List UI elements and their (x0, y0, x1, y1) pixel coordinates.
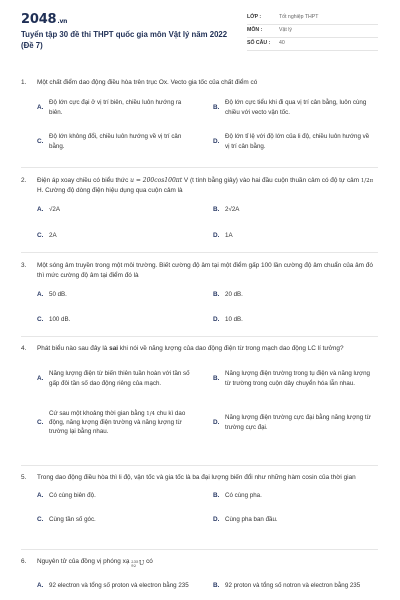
question-number: 5. (21, 474, 27, 481)
option-c[interactable]: C. Độ lớn không đổi, chiều luôn hướng về vị trí cân bằng. (37, 133, 182, 150)
option-b[interactable]: B. Độ lớn cực tiểu khi đi qua vị trí cân bằng, luôn cùng chiều với vecto vận tốc. (213, 99, 367, 116)
question-5 (21, 473, 378, 536)
option-d[interactable]: D. 10 dB. (213, 315, 243, 323)
option-a[interactable]: A. Có cùng biên độ. (37, 491, 96, 499)
emphasis-word: sai (109, 345, 119, 352)
question-stem: Điện áp xoay chiều có biểu thức u = 200cos100πt V (t tính bằng giây) vào hai đầu cuộn thuần cảm có độ tự cảm 1/2π H. Cường độ dòng điện hiệu dụng qua cuộn cảm là (37, 177, 374, 194)
divider (21, 549, 378, 550)
exam-title: Tuyển tập 30 đề thi THPT quốc gia môn Vật lý năm 2022 (Đề 7) (21, 30, 228, 50)
option-a[interactable]: A. 92 electron và tổng số proton và electron bằng 235 (37, 581, 189, 589)
exam-header (21, 0, 378, 56)
divider (21, 252, 378, 253)
site-logo[interactable]: 2048.vn (21, 12, 68, 27)
option-b[interactable]: B. 92 proton và tổng số notron và electron bằng 235 (213, 581, 361, 589)
question-3 (21, 261, 378, 334)
question-stem: Trong dao động điều hòa thì li độ, vận tốc và gia tốc là ba đại lượng biến đổi như những hàm cosin của thời gian (37, 474, 356, 481)
fraction-quarter: 1/4 (146, 410, 155, 417)
meta-row-count: SỐ CÂU : 40 (247, 38, 378, 51)
divider (21, 336, 378, 337)
isotope-symbol: 235 92 U (131, 559, 145, 568)
option-a[interactable]: A. 50 dB. (37, 290, 67, 298)
question-stem: Một chất điểm dao động điều hòa trên trục Ox. Vecto gia tốc của chất điểm có (37, 79, 258, 86)
question-1 (21, 78, 378, 158)
question-stem: Nguyên tử của đồng vị phóng xạ 235 92 U có (37, 558, 153, 568)
option-d[interactable]: D. Năng lượng điện trường cực đại bằng năng lượng từ trường cực đại. (213, 414, 371, 431)
meta-row-subject: MÔN : Vật lý (247, 25, 378, 38)
question-number: 3. (21, 262, 27, 269)
option-b[interactable]: B. 20 dB. (213, 290, 243, 298)
formula-voltage: u = 200cos100πt (130, 177, 183, 184)
option-b[interactable]: B. Có cùng pha. (213, 491, 262, 499)
option-a[interactable]: A. Năng lượng điện từ biến thiên tuần hoàn với tần số gấp đôi tần số dao động riêng của mạch. (37, 370, 190, 387)
option-c[interactable]: C. Cùng tần số góc. (37, 515, 96, 523)
question-number: 6. (21, 558, 27, 565)
option-d[interactable]: D. Độ lớn tỉ lệ với độ lớn của li độ, chiều luôn hướng về vị trí cân bằng. (213, 133, 370, 150)
option-c[interactable]: C. 100 dB. (37, 315, 71, 323)
question-number: 4. (21, 345, 27, 352)
question-stem: Phát biểu nào sau đây là sai khi nói về năng lượng của dao động điện từ trong mạch dao động LC lí tưởng? (37, 345, 344, 352)
question-stem: Một sóng âm truyền trong một môi trường. Biết cường độ âm tại một điểm gấp 100 lần cường độ âm chuẩn của âm đó thì mức cường độ âm tại điểm đó là (37, 262, 373, 279)
option-b[interactable]: B. Năng lượng điện trường trong tụ điện và năng lượng từ trường trong cuộn dây chuyển hóa lẫn nhau. (213, 370, 370, 387)
option-c[interactable]: C. Cứ sau một khoảng thời gian bằng 1/4 chu kì dao động, năng lượng điện trường và năng lượng từ trường lại bằng nhau. (37, 409, 186, 436)
divider (21, 167, 378, 168)
option-c[interactable]: C. 2A (37, 231, 57, 239)
question-4 (21, 344, 378, 456)
exam-meta-table (247, 12, 378, 51)
question-number: 2. (21, 177, 27, 184)
option-b[interactable]: B. 2√2A (213, 205, 240, 213)
divider (21, 465, 378, 466)
meta-row-class: LỚP : Tốt nghiệp THPT (247, 12, 378, 25)
option-a[interactable]: A. Độ lớn cực đại ở vị trí biên, chiều luôn hướng ra biên. (37, 99, 182, 116)
option-a[interactable]: A. √2A (37, 205, 60, 213)
question-number: 1. (21, 79, 27, 86)
fraction-inductance: 1/2π (360, 178, 374, 184)
option-d[interactable]: D. Cùng pha ban đầu. (213, 515, 278, 523)
question-2 (21, 176, 378, 249)
question-6 (21, 557, 378, 598)
option-d[interactable]: D. 1A (213, 231, 233, 239)
